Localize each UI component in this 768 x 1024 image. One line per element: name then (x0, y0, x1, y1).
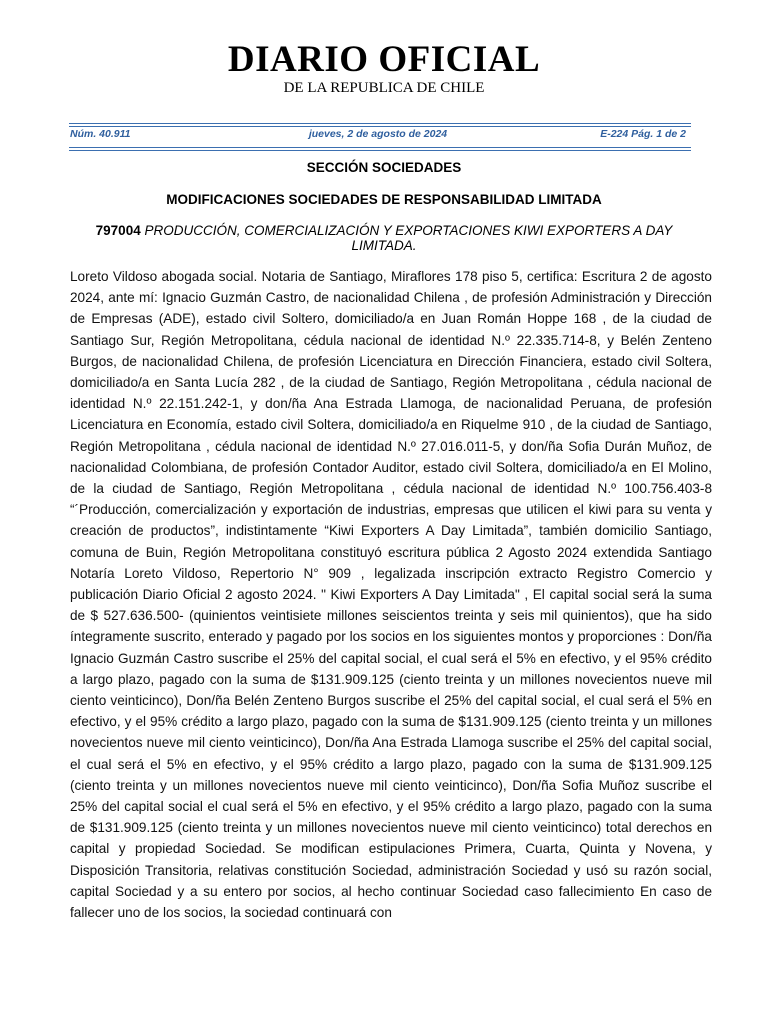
header-rule-top-inner (69, 126, 691, 127)
issue-date: jueves, 2 de agosto de 2024 (308, 128, 448, 140)
header-rule-bottom (69, 150, 691, 151)
masthead-subtitle: DE LA REPUBLICA DE CHILE (283, 80, 485, 96)
notice-number: 797004 (95, 223, 141, 238)
header-rule-top (69, 123, 691, 124)
issue-number: Núm. 40.911 (70, 128, 131, 140)
notice-company-name: PRODUCCIÓN, COMERCIALIZACIÓN Y EXPORTACIONES KIWI EXPORTERS A DAY LIMITADA. (144, 223, 673, 253)
notice-body: Loreto Vildoso abogada social. Notaria de Santiago, Miraflores 178 piso 5, certifica: Escritura 2 de agosto 2024, ante mí: Ignacio Guzmán Castro, de nacionalidad Chilena , de profesión Administración y Dirección de Empresas (ADE), estado civil Soltero, domiciliado/a en Juan Román Hoppe 168 , de la ciudad de Santiago Sur, Región Metropolitana, cédula nacional de identidad N.º 22.335.714-8, y Belén Zenteno Burgos, de nacionalidad Chilena, de profesión Licenciatura en Dirección Financiera, estado civil Soltera, domiciliado/a en Santa Lucía 282 , de la ciudad de Santiago, Región Metropolitana , cédula nacional de identidad N.º 22.151.242-1, y don/ña Ana Estrada Llamoga, de nacionalidad Peruana, de profesión Licenciatura en Economía, estado civil Soltera, domiciliado/a en Riquelme 910 , de la ciudad de Santiago, Región Metropolitana , cédula nacional de identidad N.º 27.016.011-5, y don/ña Sofia Durán Muñoz, de nacionalidad Colombiana, de profesión Contador Auditor, estado civil Soltera, domiciliado/a en El Molino, de la ciudad de Santiago, Región Metropolitana , cédula nacional de identidad N.º 100.756.403-8 “´Producción, comercialización y exportación de industrias, empresas que utilicen el kiwi para su venta y creación de productos”, indistintamente “Kiwi Exporters A Day Limitada”, también domicilio Santiago, comuna de Buin, Región Metropolitana constituyó escritura pública 2 Agosto 2024 extendida Santiago Notaría Loreto Vildoso, Repertorio N° 909 , legalizada inscripción extracto Registro Comercio y publicación Diario Oficial 2 agosto 2024. " Kiwi Exporters A Day Limitada" , El capital social será la suma de $ 527.636.500- (quinientos veintisiete millones seiscientos treinta y seis mil quinientos), que ha sido íntegramente suscrito, enterado y pagado por los socios en los siguientes montos y proporciones : Don/ña Ignacio Guzmán Castro suscribe el 25% del capital social, el cual será el 5% en efectivo, y el 95% crédito a largo plazo, pagado con la suma de $131.909.125 (ciento treinta y un millones novecientos nueve mil ciento veinticinco), Don/ña Belén Zenteno Burgos suscribe el 25% del capital social, el cual será el 5% en efectivo, y el 95% crédito a largo plazo, pagado con la suma de $131.909.125 (ciento treinta y un millones novecientos nueve mil ciento veinticinco), Don/ña Ana Estrada Llamoga suscribe el 25% del capital social, el cual será el 5% en efectivo, y el 95% crédito a largo plazo, pagado con la suma de $131.909.125 (ciento treinta y un millones novecientos nueve mil ciento veinticinco), Don/ña Sofia Muñoz suscribe el 25% del capital social el cual será el 5% en efectivo, y el 95% crédito a largo plazo, pagado con la suma de $131.909.125 (ciento treinta y un millones novecientos nueve mil ciento veinticinco) total derechos en capital y propiedad Sociedad. Se modifican estipulaciones Primera, Cuarta, Quinta y Novena, y Disposición Transitoria, relativas constitución Sociedad, administración Sociedad y usó su razón social, capital Sociedad y a su entero por socios, al hecho continuar Sociedad caso fallecimiento En caso de fallecer uno de los socios, la sociedad continuará con (70, 269, 712, 921)
notice-heading (80, 223, 688, 253)
page-indicator: E-224 Pág. 1 de 2 (600, 128, 686, 140)
masthead-title: DIARIO OFICIAL (227, 39, 541, 80)
header-rule-bottom-inner (69, 147, 691, 148)
subsection-title: MODIFICACIONES SOCIEDADES DE RESPONSABILIDAD LIMITADA (166, 192, 602, 207)
section-title: SECCIÓN SOCIEDADES (306, 160, 462, 175)
issue-info-bar (70, 128, 686, 144)
